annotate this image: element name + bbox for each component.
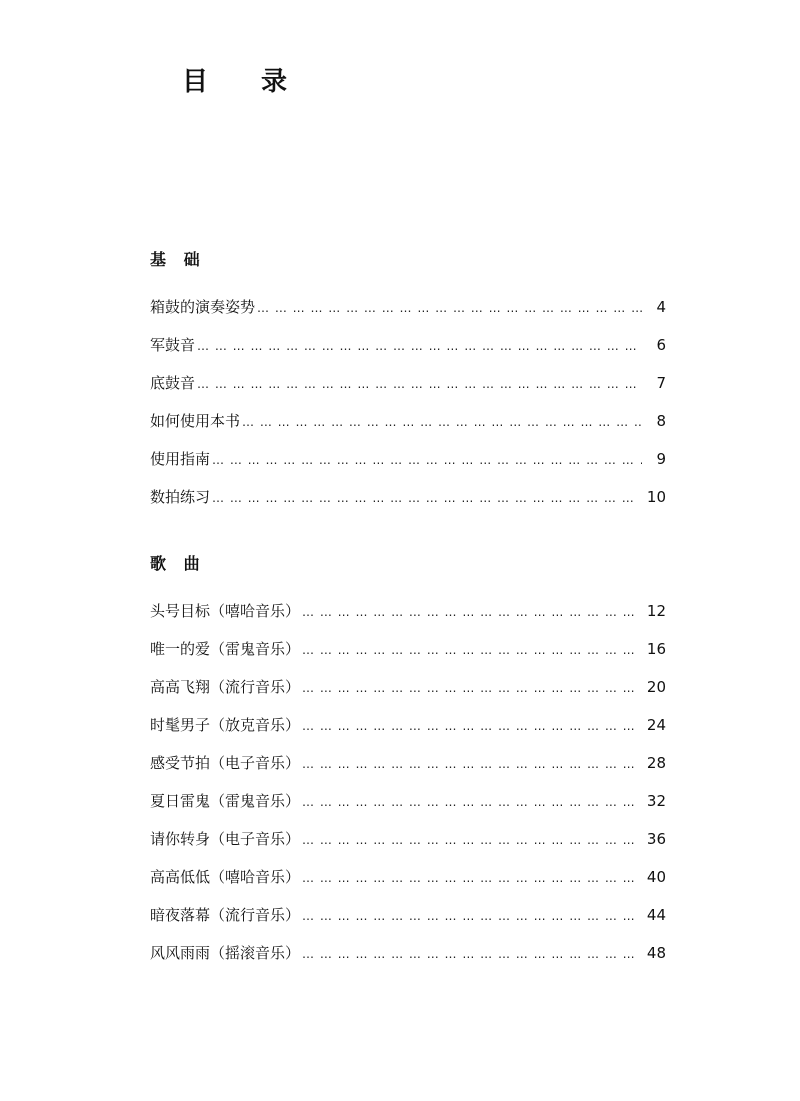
toc-entry-title: 使用指南	[150, 450, 211, 468]
toc-dot-leader	[197, 335, 642, 357]
toc-page-number: 10	[646, 488, 666, 506]
toc-page-number: 9	[656, 450, 666, 468]
toc-entry-title: 高高低低（嘻哈音乐）	[150, 868, 301, 886]
toc-page-number: 44	[646, 906, 666, 924]
toc-entry[interactable]	[150, 676, 666, 714]
toc-dot-leader	[302, 639, 635, 661]
toc-dot-leader	[212, 487, 635, 509]
toc-entry[interactable]	[150, 448, 666, 486]
page-title: 目 录	[182, 67, 310, 97]
toc-page-number: 20	[646, 678, 666, 696]
toc-dot-leader	[257, 297, 642, 319]
toc-entry[interactable]	[150, 334, 666, 372]
toc-list	[150, 296, 666, 524]
toc-dot-leader	[302, 677, 635, 699]
toc-page-number: 32	[646, 792, 666, 810]
toc-entry[interactable]	[150, 372, 666, 410]
toc-dot-leader	[212, 449, 642, 471]
toc-entry-title: 时髦男子（放克音乐）	[150, 716, 301, 734]
toc-entry[interactable]	[150, 714, 666, 752]
toc-page-number: 28	[646, 754, 666, 772]
toc-entry-title: 请你转身（电子音乐）	[150, 830, 301, 848]
toc-list	[150, 600, 666, 980]
toc-dot-leader	[302, 867, 635, 889]
section-heading: 歌 曲	[150, 554, 206, 573]
section-basics	[150, 249, 666, 524]
toc-entry[interactable]	[150, 942, 666, 980]
toc-dot-leader	[302, 829, 635, 851]
toc-dot-leader	[302, 715, 635, 737]
toc-entry-title: 高高飞翔（流行音乐）	[150, 678, 301, 696]
toc-entry-title: 头号目标（嘻哈音乐）	[150, 602, 301, 620]
toc-page-number: 16	[646, 640, 666, 658]
toc-entry[interactable]	[150, 296, 666, 334]
toc-dot-leader	[302, 943, 635, 965]
section-heading: 基 础	[150, 250, 206, 269]
toc-dot-leader	[302, 905, 635, 927]
toc-dot-leader	[302, 753, 635, 775]
toc-entry[interactable]	[150, 752, 666, 790]
toc-page-number: 40	[646, 868, 666, 886]
toc-entry[interactable]	[150, 486, 666, 524]
toc-page-number: 12	[646, 602, 666, 620]
toc-page-number: 4	[656, 298, 666, 316]
toc-dot-leader	[302, 791, 635, 813]
toc-entry-title: 风风雨雨（摇滚音乐）	[150, 944, 301, 962]
toc-page-number: 8	[656, 412, 666, 430]
toc-page-number: 36	[646, 830, 666, 848]
toc-entry-title: 箱鼓的演奏姿势	[150, 298, 256, 316]
toc-entry-title: 数拍练习	[150, 488, 211, 506]
toc-page-number: 7	[656, 374, 666, 392]
toc-dot-leader	[197, 373, 642, 395]
toc-dot-leader	[242, 411, 642, 433]
toc-entry-title: 感受节拍（电子音乐）	[150, 754, 301, 772]
toc-entry-title: 唯一的爱（雷鬼音乐）	[150, 640, 301, 658]
toc-entry[interactable]	[150, 904, 666, 942]
toc-entry-title: 军鼓音	[150, 336, 196, 354]
toc-entry[interactable]	[150, 866, 666, 904]
toc-entry-title: 暗夜落幕（流行音乐）	[150, 906, 301, 924]
toc-entry-title: 底鼓音	[150, 374, 196, 392]
toc-dot-leader	[302, 601, 635, 623]
toc-entry-title: 夏日雷鬼（雷鬼音乐）	[150, 792, 301, 810]
toc-entry[interactable]	[150, 638, 666, 676]
toc-entry[interactable]	[150, 600, 666, 638]
toc-page-number: 24	[646, 716, 666, 734]
toc-entry[interactable]	[150, 410, 666, 448]
toc-entry[interactable]	[150, 828, 666, 866]
toc-page-number: 6	[656, 336, 666, 354]
toc-entry-title: 如何使用本书	[150, 412, 241, 430]
toc-entry[interactable]	[150, 790, 666, 828]
section-songs	[150, 553, 666, 980]
toc-page-number: 48	[646, 944, 666, 962]
